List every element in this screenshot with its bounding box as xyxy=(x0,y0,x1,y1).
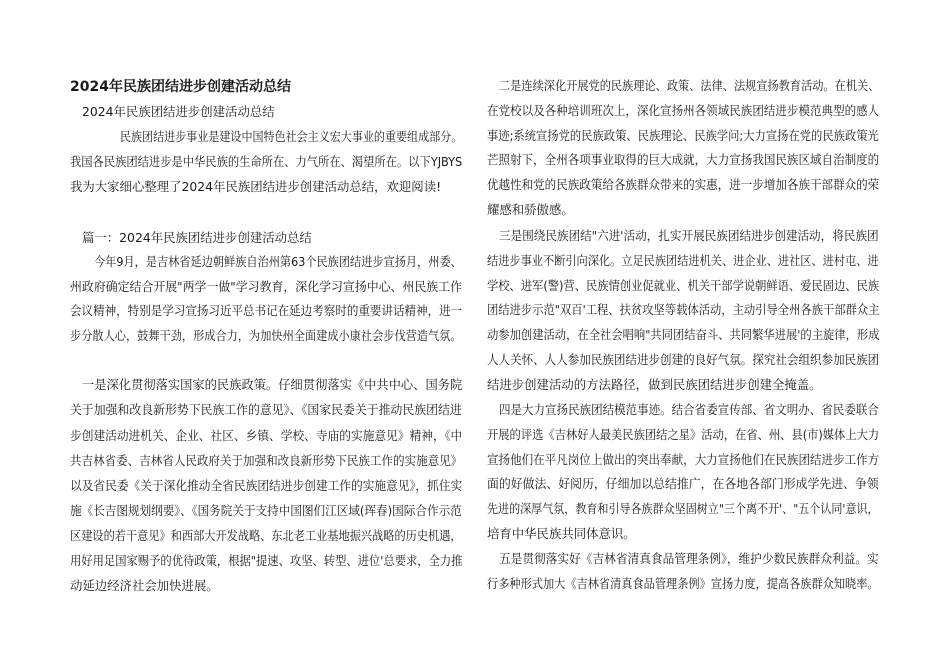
paragraph-line: 三是围绕民族团结"六进'活动，扎实开展民族团结进步创建活动，将民族团 xyxy=(499,228,879,243)
paragraph-line: 会议精神，特别是学习宣扬习近平总书记在延边考察时的重要讲话精神，进一 xyxy=(70,303,463,318)
paragraph-line: 在党校以及各种培训班次上，深化宣扬州各领域民族团结进步模范典型的感人 xyxy=(487,103,880,118)
paragraph-line: 优越性和党的民族政策给各族群众带来的实惠，进一步增加各族干部群众的荣 xyxy=(487,177,880,192)
paragraph-line: 区建设的若干意见》和西部大开发战略、东北老工业基地振兴战略的历史机遇， xyxy=(70,528,462,543)
paragraph-line: 学校、进军(警)营、民族情创业促就业、机关干部学说朝鲜语、爱民固边、民族 xyxy=(487,278,880,293)
paragraph-line: 团结进步示范"双百'工程、扶贫攻坚等载体活动，主动引导全州各族干部群众主 xyxy=(487,302,880,317)
paragraph-line: 州政府确定结合开展"两学一做"学习教育，深化学习宣扬中心、州民族工作 xyxy=(70,279,462,294)
paragraph-line: 动延边经济社会加快进展。 xyxy=(70,578,219,593)
paragraph-line: 四是大力宣扬民族团结模范事迹。结合省委宣传部、省文明办、省民委联合 xyxy=(499,402,879,417)
paragraph-line: 一是深化贯彻落实国家的民族政策。仔细贯彻落实《中共中心、国务院 xyxy=(82,377,463,392)
paragraph-line: 结进步创建活动的方法路径，做到民族团结进步创建全掩盖。 xyxy=(487,377,822,392)
paragraph-line: 二是连续深化开展党的民族理论、政策、法律、法规宣扬教育活动。在机关、 xyxy=(499,78,880,93)
paragraph-line: 以及省民委《关于深化推动全省民族团结进步创建工作的实施意见》，抓住实 xyxy=(70,478,463,493)
paragraph-line: 我为大家细心整理了2024年民族团结进步创建活动总结，欢迎阅读! xyxy=(70,179,442,194)
paragraph-line: 事迹;系统宣扬党的民族政策、民族理论、民族学问;大力宣扬在党的民族政策光 xyxy=(487,128,879,143)
paragraph-line: 今年9月，是吉林省延边朝鲜族自治州第63个民族团结进步宣扬月，州委、 xyxy=(94,254,462,269)
paragraph-line: 人人关怀、人人参加民族团结进步创建的良好气氛。探究社会组织参加民族团 xyxy=(487,352,880,367)
paragraph-line: 芒照射下，全州各项事业取得的巨大成就，大力宣扬我国民族区域自治制度的 xyxy=(487,152,880,167)
paragraph-line: 五是贯彻落实好《吉林省清真食品管理条例》，维护少数民族群众利益。实 xyxy=(499,551,879,566)
paragraph-line: 耀感和骄傲感。 xyxy=(487,202,574,217)
paragraph-line: 关于加强和改良新形势下民族工作的意见》、《国家民委关于推动民族团结进 xyxy=(70,402,462,417)
section-heading: 篇一：2024年民族团结进步创建活动总结 xyxy=(82,230,312,245)
subtitle-line: 2024年民族团结进步创建活动总结 xyxy=(82,104,275,119)
paragraph-line: 施《长吉图规划纲要》、《国务院关于支持中国图们江区域(珲春)国际合作示范 xyxy=(70,503,462,518)
paragraph-line: 步创建活动进机关、企业、社区、乡镇、学校、寺庙的实施意见》精神，《中 xyxy=(70,428,463,443)
paragraph-line: 宣扬他们在平凡岗位上做出的突出奉献，大力宣扬他们在民族团结进步工作方 xyxy=(487,452,880,467)
paragraph-line: 开展的评选《吉林好人最美民族团结之星》活动，在省、州、县(市)媒体上大力 xyxy=(487,427,880,442)
paragraph-line: 民族团结进步事业是建设中国特色社会主义宏大事业的重要组成部分。 xyxy=(120,129,463,144)
document-title: 2024年民族团结进步创建活动总结 xyxy=(70,79,291,95)
paragraph-line: 我国各民族团结进步是中华民族的生命所在、力气所在、渴望所在。以下YJBYS xyxy=(70,154,463,169)
paragraph-line: 用好用足国家赐予的优待政策，根据"提速、攻坚、转型、进位'总要求，全力推 xyxy=(70,553,463,568)
paragraph-line: 行多种形式加大《吉林省清真食品管理条例》宣扬力度，提高各族群众知晓率。 xyxy=(487,576,879,591)
paragraph-line: 动参加创建活动，在全社会唱响"共同团结奋斗、共同繁华进展'的主旋律，形成 xyxy=(487,327,880,342)
paragraph-line: 先进的深厚气氛，教育和引导各族群众坚固树立"三个离不开'、"五个认同'意识， xyxy=(487,501,879,516)
paragraph-line: 步分散人心，鼓舞干劲，形成合力，为加快州全面建成小康社会步伐营造气氛。 xyxy=(70,328,462,343)
paragraph-line: 培育中华民族共同体意识。 xyxy=(487,526,636,541)
paragraph-line: 共吉林省委、吉林省人民政府关于加强和改良新形势下民族工作的实施意见》 xyxy=(70,453,463,468)
paragraph-line: 面的好做法、好阅历，仔细加以总结推广，在各地各部门形成学先进、争领 xyxy=(487,476,879,491)
paragraph-line: 结进步事业不断引向深化。立足民族团结进机关、进企业、进社区、进村屯、进 xyxy=(487,253,879,268)
